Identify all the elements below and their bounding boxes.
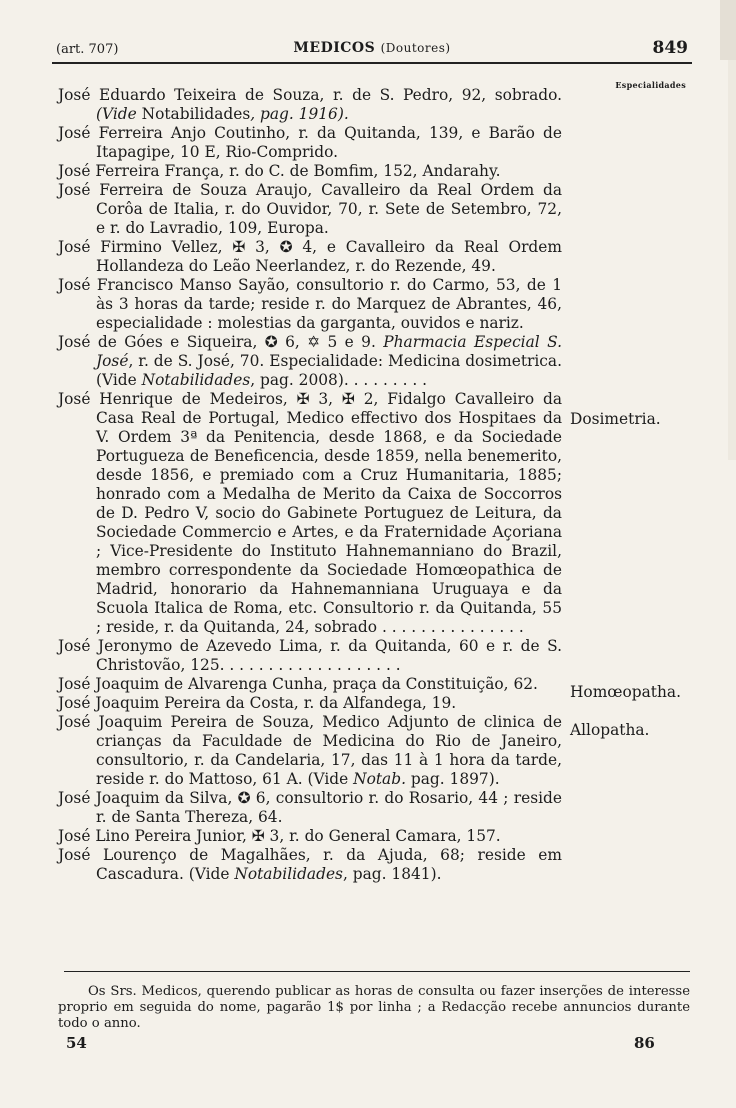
footer-notice [58, 984, 690, 1032]
directory-entry [58, 124, 562, 162]
directory-entry [58, 390, 562, 637]
entry-text: José Lourenço de Magalhães, r. da Ajuda, 68; reside em Cascadura. (Vide [58, 846, 562, 883]
entry-text: José Eduardo Teixeira de Souza, r. de S. Pedro, 92, sobrado. [58, 86, 562, 104]
entry-italic-text: , pag. 1916). [250, 105, 349, 123]
entry-text: José Ferreira Anjo Coutinho, r. da Quitanda, 139, e Barão de Itapagipe, 10 E, Rio-Comprido. [58, 124, 562, 161]
header-rule [52, 62, 692, 64]
page-title-sub: (Doutores) [380, 41, 451, 55]
page-title [56, 40, 688, 56]
page-header [56, 36, 688, 60]
directory-entry [58, 694, 562, 713]
entry-text: José Lino Pereira Junior, ✠ 3, r. do General Camara, 157. [58, 827, 501, 845]
entry-text: José Ferreira França, r. do C. de Bomfim, 152, Andarahy. [58, 162, 501, 180]
directory-entry [58, 827, 562, 846]
entry-italic-text: Notab. [353, 770, 406, 788]
entries-list [58, 86, 562, 884]
page-title-main: MEDICOS [293, 40, 376, 56]
entry-italic-text: Pharmacia Especial S. José [96, 333, 562, 370]
directory-entry [58, 238, 562, 276]
entry-text: José Joaquim da Silva, ✪ 6, consultorio r. do Rosario, 44 ; reside r. de Santa Thereza, 64. [58, 789, 562, 826]
directory-entry [58, 333, 562, 390]
page-number: 849 [652, 38, 688, 58]
specialties-column-header: Especialidades [615, 80, 686, 90]
footer-notice-text: Os Srs. Medicos, querendo publicar as horas de consulta ou fazer inserções de interesse proprio em seguida do nome, pagarão 1$ por linha ; a Redacção recebe annuncios durante todo o anno. [58, 984, 690, 1031]
entry-text: José de Góes e Siqueira, ✪ 6, ✡ 5 e 9. [58, 333, 384, 351]
directory-entry [58, 276, 562, 333]
entry-italic-text: Notabilidades [141, 371, 251, 389]
entry-italic-text: Notabilidades [234, 865, 343, 883]
directory-entry [58, 789, 562, 827]
entry-text: , pag. 2008). . . . . . . . . [250, 371, 428, 389]
entry-text: José Joaquim Pereira de Souza, Medico Adjunto de clinica de crianças da Faculdade de Medicina do Rio de Janeiro, consultorio, r. da Candelaria, 17, das 11 à 1 hora da tarde, reside r. do Mattoso, 61 A. (Vide [58, 713, 562, 788]
directory-entry [58, 675, 562, 694]
directory-entry [58, 162, 562, 181]
directory-entry [58, 713, 562, 789]
page-edge-wear [690, 0, 736, 1108]
entry-text: José Jeronymo de Azevedo Lima, r. da Quitanda, 60 e r. de S. Christovão, 125. . . . . . . . . . . . . . . . . . . [58, 637, 562, 674]
specialty-homoeopatha: Homœopatha. [570, 683, 681, 701]
entry-text: pag. 1897). [405, 770, 500, 788]
entry-italic-text: (Vide [96, 105, 142, 123]
signature-mark-left: 54 [66, 1034, 87, 1052]
entry-text: , r. de S. José, 70. Especialidade: Medicina dosimetrica. (Vide [96, 352, 562, 389]
entry-text: José Ferreira de Souza Araujo, Cavalleiro da Real Ordem da Corôa de Italia, r. do Ouvidor, 70, r. Sete de Setembro, 72, e r. do Lavradio, 109, Europa. [58, 181, 562, 237]
entry-text: , pag. 1841). [342, 865, 442, 883]
signature-mark-right: 86 [634, 1034, 655, 1052]
directory-entry [58, 846, 562, 884]
section-reference: (art. 707) [56, 42, 119, 57]
specialty-allopatha: Allopatha. [570, 721, 650, 739]
footer-rule [64, 971, 690, 972]
entry-text: José Francisco Manso Sayão, consultorio r. do Carmo, 53, de 1 às 3 horas da tarde; reside r. do Marquez de Abrantes, 46, especialidade : molestias da garganta, ouvidos e nariz. [58, 276, 562, 332]
directory-entry [58, 86, 562, 124]
directory-entry [58, 181, 562, 238]
entry-text: José Joaquim Pereira da Costa, r. da Alfandega, 19. [58, 694, 457, 712]
entry-text: José Joaquim de Alvarenga Cunha, praça da Constituição, 62. [58, 675, 538, 693]
specialty-dosimetria: Dosimetria. [570, 410, 661, 428]
entry-text: José Firmino Vellez, ✠ 3, ✪ 4, e Cavalleiro da Real Ordem Hollandeza do Leão Neerlandez, r. do Rezende, 49. [58, 238, 562, 275]
directory-entry [58, 637, 562, 675]
entry-text: José Henrique de Medeiros, ✠ 3, ✠ 2, Fidalgo Cavalleiro da Casa Real de Portugal, Medico effectivo dos Hospitaes da V. Ordem 3ª da Penitencia, desde 1868, e da Sociedade Portugueza de Beneficencia, desde 1859, nella benemerito, desde 1856, e premiado com a Cruz Humanitaria, 1885; honrado com a Medalha de Merito da Caixa de Soccorros de D. Pedro V, socio do Gabinete Portuguez de Leitura, da Sociedade Commercio e Artes, e da Fraternidade Açoriana ; Vice-Presidente do Instituto Hahnemanniano do Brazil, membro correspondente da Sociedade Homœopathica de Madrid, honorario da Hahnemanniana Uruguaya e da Scuola Italica de Roma, etc. Consultorio r. da Quitanda, 55 ; reside, r. da Quitanda, 24, sobrado . . . . . . . . . . . . . . . [58, 390, 562, 636]
entry-text: Notabilidades [141, 105, 251, 123]
